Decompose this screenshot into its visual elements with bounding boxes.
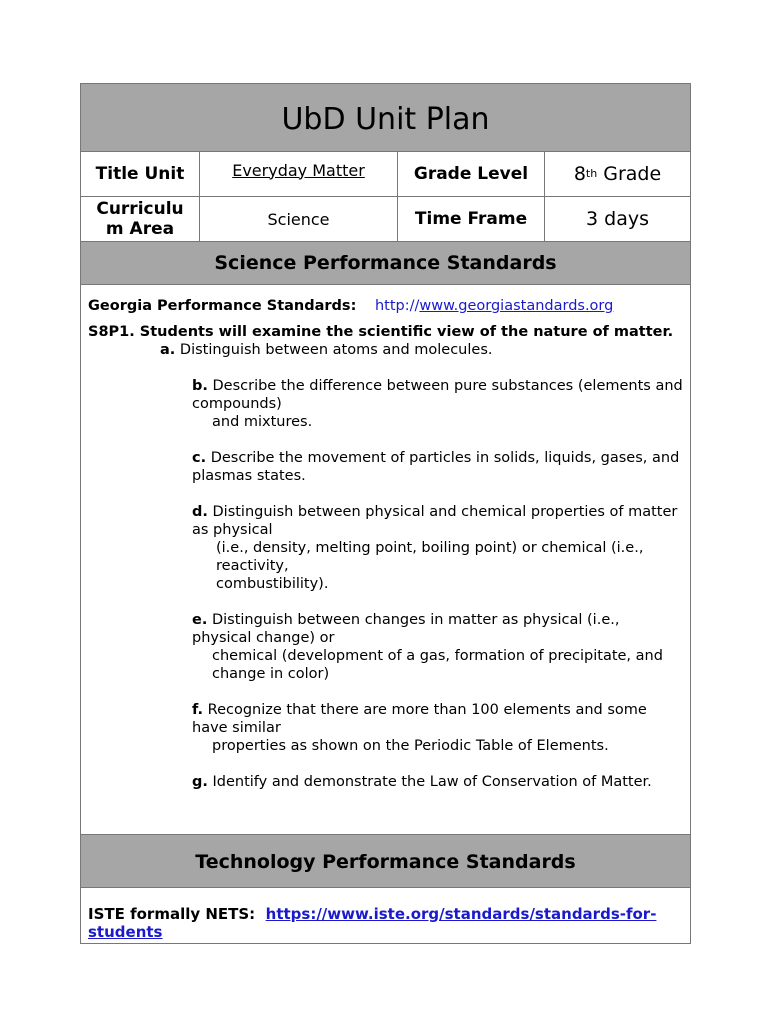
item-continuation: (i.e., density, melting point, boiling point) or chemical (i.e., reactivity, bbox=[216, 540, 644, 574]
item-continuation: properties as shown on the Periodic Table of Elements. bbox=[212, 738, 609, 754]
unit-plan-document bbox=[80, 83, 691, 944]
item-text: Describe the movement of particles in solids, liquids, gases, and plasmas states. bbox=[192, 450, 680, 484]
standard-item-d bbox=[88, 503, 683, 593]
grade-level-value: 8 th Grade bbox=[573, 163, 662, 185]
grade-level-label: Grade Level bbox=[398, 152, 545, 196]
standard-item-g bbox=[88, 773, 683, 791]
standard-item-e bbox=[88, 611, 683, 683]
item-letter: a. bbox=[160, 342, 176, 358]
item-text: Distinguish between physical and chemical properties of matter as physical bbox=[192, 504, 678, 538]
gps-link-domain: www.georgiastandards.org bbox=[419, 298, 614, 314]
item-text: Recognize that there are more than 100 elements and some have similar bbox=[192, 702, 647, 736]
gps-link[interactable] bbox=[375, 298, 613, 314]
curriculum-area-label: Curriculu m Area bbox=[81, 197, 200, 241]
item-letter: c. bbox=[192, 450, 207, 466]
document-title: UbD Unit Plan bbox=[81, 84, 690, 152]
gps-link-prefix: http:// bbox=[374, 298, 420, 314]
gps-line bbox=[88, 297, 683, 315]
item-text: Identify and demonstrate the Law of Conservation of Matter. bbox=[212, 774, 652, 790]
item-letter: f. bbox=[192, 702, 204, 718]
item-letter: b. bbox=[192, 378, 208, 394]
science-standards-heading: Science Performance Standards bbox=[81, 242, 690, 285]
time-frame-value: 3 days bbox=[586, 208, 649, 230]
gps-label: Georgia Performance Standards: bbox=[88, 298, 357, 314]
item-letter: g. bbox=[192, 774, 208, 790]
technology-standards-heading: Technology Performance Standards bbox=[81, 835, 690, 888]
iste-label: ISTE formally NETS: bbox=[88, 905, 256, 923]
time-frame-label: Time Frame bbox=[398, 197, 545, 241]
item-text: Distinguish between atoms and molecules. bbox=[179, 342, 493, 358]
item-letter: d. bbox=[192, 504, 208, 520]
item-continuation-2: combustibility). bbox=[216, 576, 329, 592]
item-letter: e. bbox=[192, 612, 208, 628]
item-text: Describe the difference between pure substances (elements and compounds) bbox=[192, 378, 683, 412]
standard-heading: S8P1. Students will examine the scientific view of the nature of matter. bbox=[88, 324, 674, 340]
iste-link[interactable]: https://www.iste.org/standards/standards-for-students bbox=[88, 905, 657, 941]
item-text: Distinguish between changes in matter as physical (i.e., physical change) or bbox=[192, 612, 620, 646]
iste-line bbox=[81, 888, 690, 943]
grade-word: Grade bbox=[603, 163, 662, 185]
grade-number: 8 bbox=[573, 163, 586, 185]
standard-item-a bbox=[88, 341, 683, 359]
title-unit-value bbox=[200, 152, 398, 196]
standard-item-b bbox=[88, 377, 683, 431]
science-standards-body bbox=[81, 285, 690, 835]
standard-item-c bbox=[88, 449, 683, 485]
title-unit-label: Title Unit bbox=[81, 152, 200, 196]
info-row-curriculum bbox=[81, 197, 690, 242]
info-row-title bbox=[81, 152, 690, 197]
title-unit-text: Everyday Matter bbox=[232, 160, 365, 180]
standard-item-f bbox=[88, 701, 683, 755]
item-continuation: chemical (development of a gas, formation of precipitate, and change in color) bbox=[212, 648, 663, 682]
curriculum-area-value: Science bbox=[200, 197, 398, 241]
item-continuation: and mixtures. bbox=[212, 414, 313, 430]
